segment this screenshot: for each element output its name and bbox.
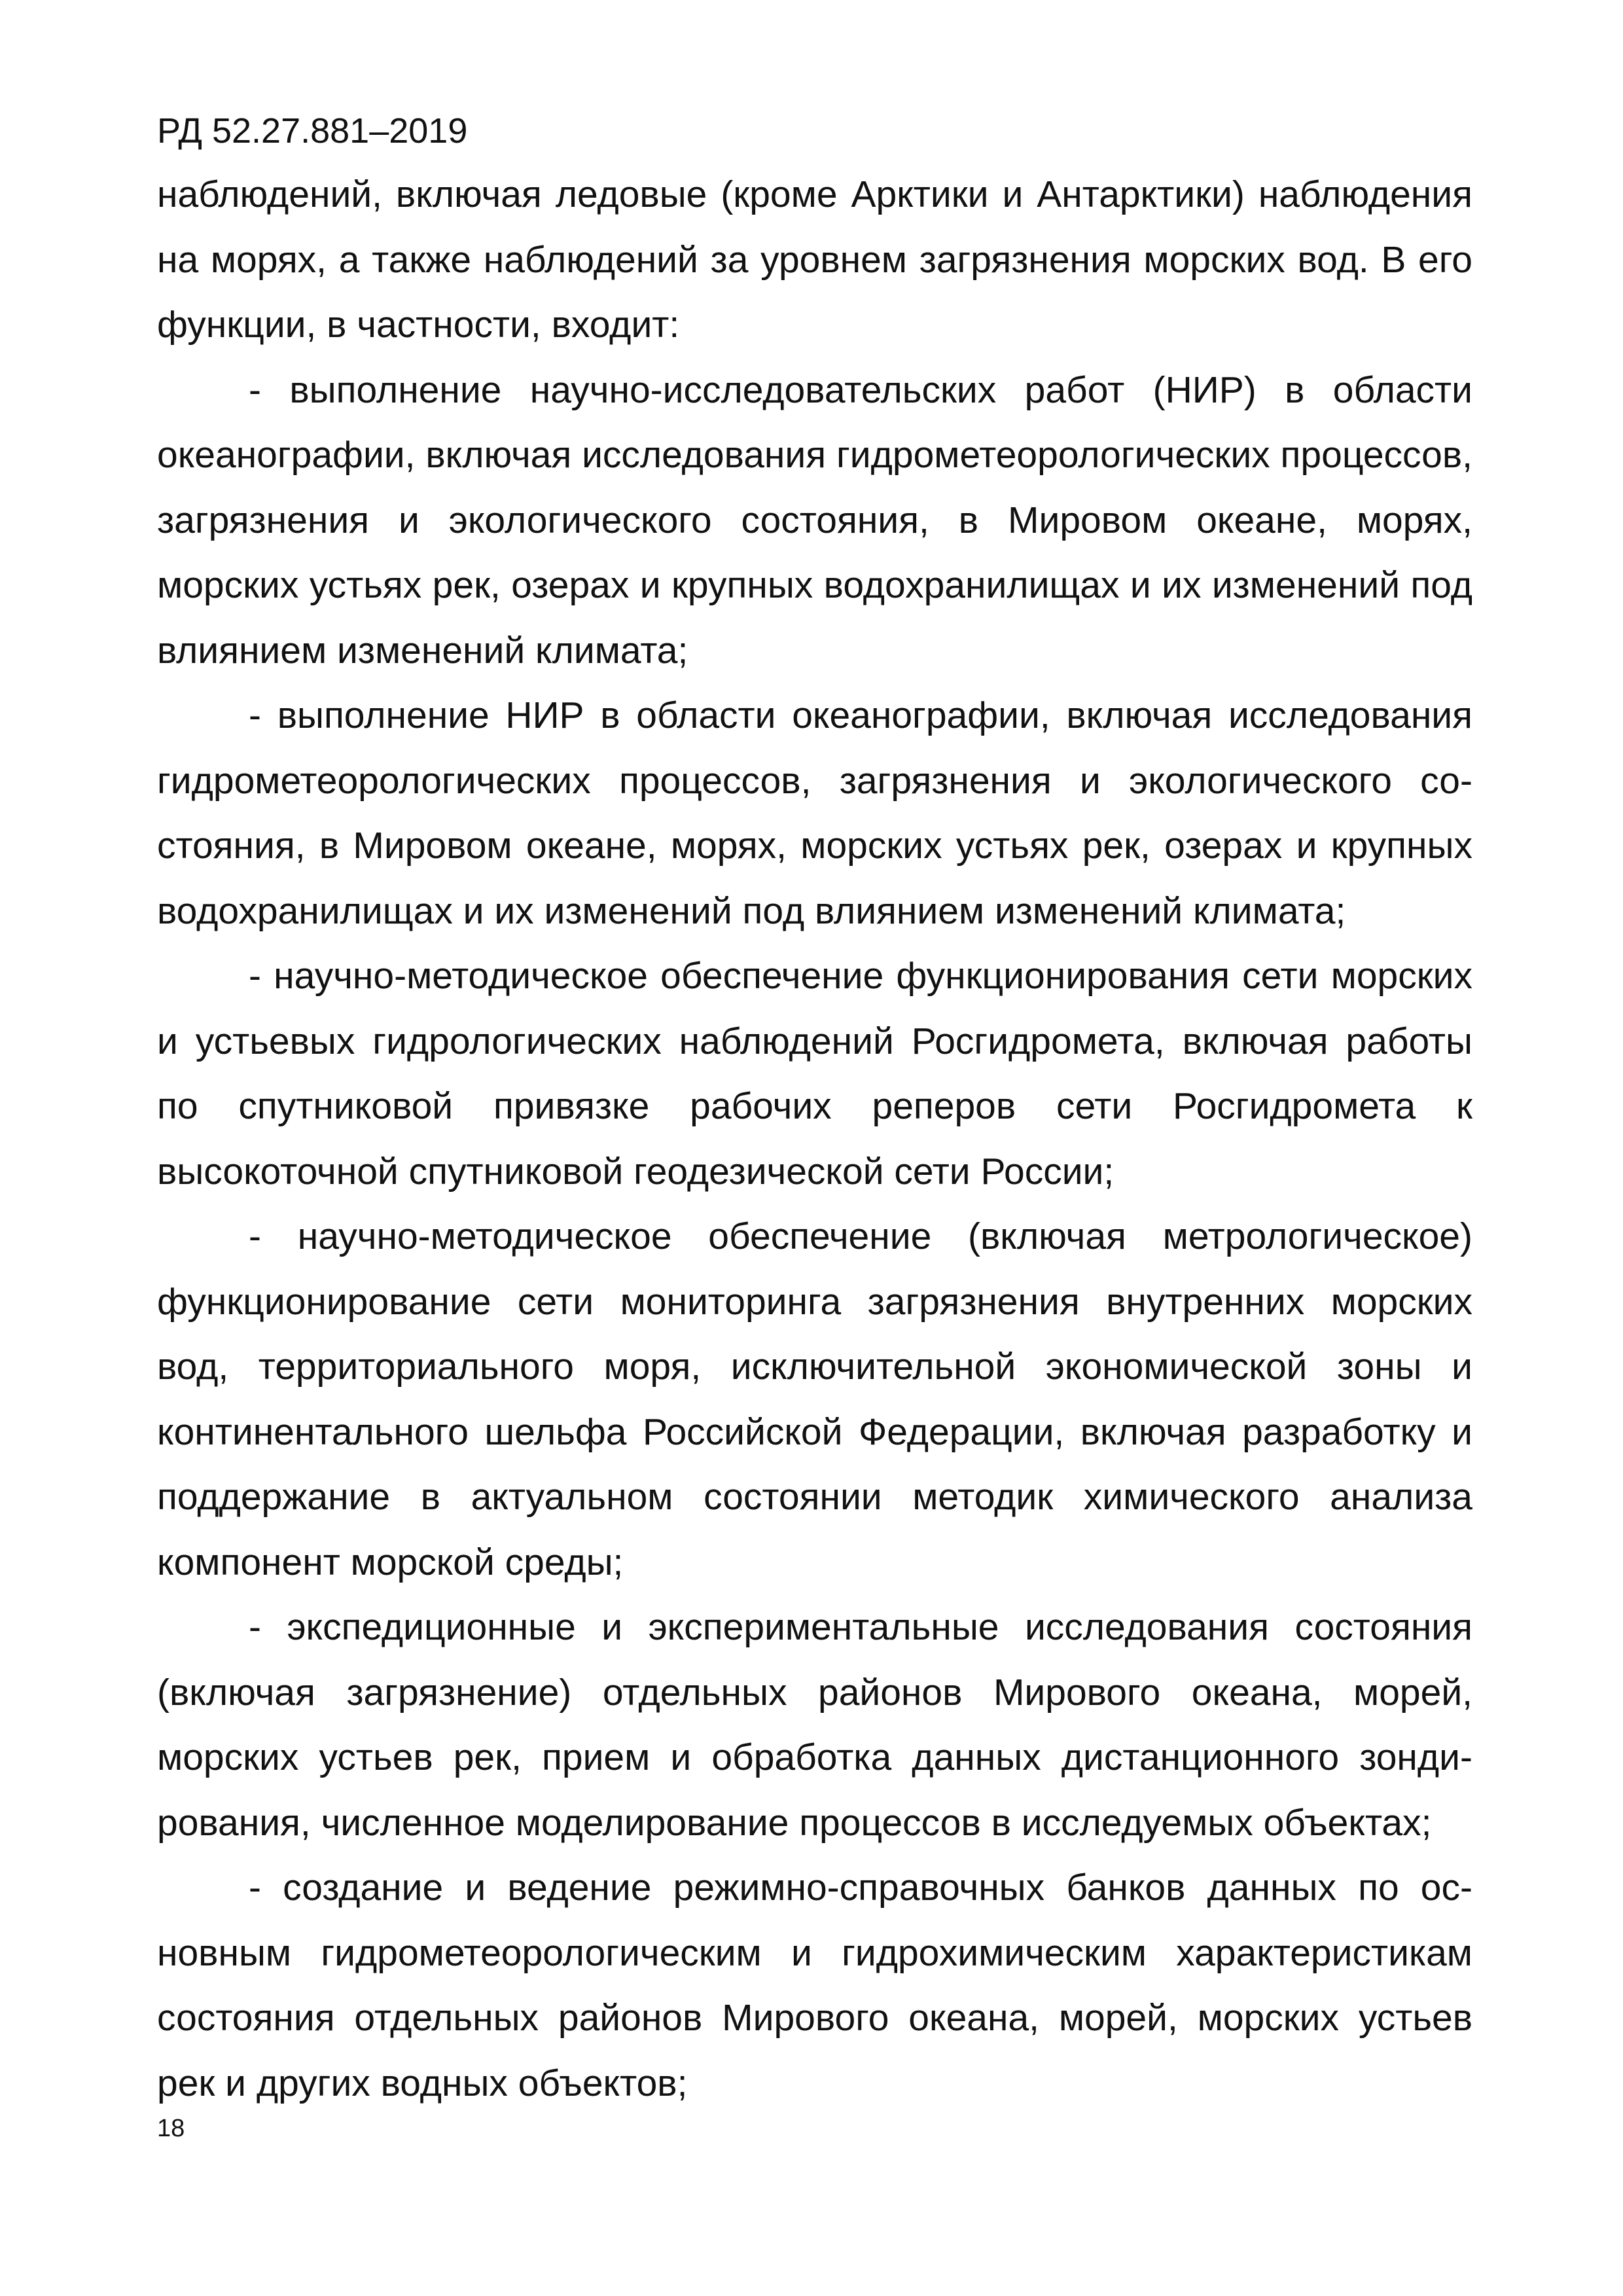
function-item-3: - научно-методическое обеспечение функционирования сети морских и устьевых гидрологических наблюдений Росгидромета, включая работы по спутниковой привязке рабочих реперов сети Росгидромета к высокоточной спутниковой геодезической сети России;	[157, 955, 1472, 1193]
function-item-1: - выполнение научно-исследовательских работ (НИР) в области океанографии, включая исследования гидрометеорологических процессов, загрязнения и экологического состояния, в Мировом океане, морях, морских устьях рек, озерах и крупных водохранилищах и их изменений под влиянием изменений климата;	[157, 368, 1472, 672]
page-number: 18	[157, 2115, 185, 2142]
document-body	[157, 162, 1472, 2116]
function-item-2: - выполнение НИР в области океанографии, включая исследования гидрометеорологических процессов, загрязнения и экологического состояния, в Мировом океане, морях, морских устьях рек, озерах и крупных водохранилищах и их изменений под влиянием изменений климата;	[157, 694, 1472, 932]
intro-paragraph: наблюдений, включая ледовые (кроме Арктики и Антарктики) наблюдения на морях, а также наблюдений за уровнем загрязнения морских вод. В его функции, в частности, входит:	[157, 173, 1472, 346]
function-item-5: - экспедиционные и экспериментальные исследования состояния (включая загрязнение) отдельных районов Мирового океана, морей, морских устьев рек, прием и обработка данных дистанционного зондирования, численное моделирование процессов в исследуемых объектах;	[157, 1606, 1472, 1844]
document-code-header: РД 52.27.881–2019	[157, 111, 468, 151]
function-item-6: - создание и ведение режимно-справочных банков данных по основным гидрометеорологическим и гидрохимическим характеристикам состояния отдельных районов Мирового океана, морей, морских устьев рек и других водных объектов;	[157, 1867, 1472, 2104]
function-item-4: - научно-методическое обеспечение (включая метрологическое) функционирование сети мониторинга загрязнения внутренних морских вод, территориального моря, исключительной экономической зоны и континентального шельфа Российской Федерации, включая разработку и поддержание в актуальном состоянии методик химического анализа компонент морской среды;	[157, 1215, 1472, 1583]
